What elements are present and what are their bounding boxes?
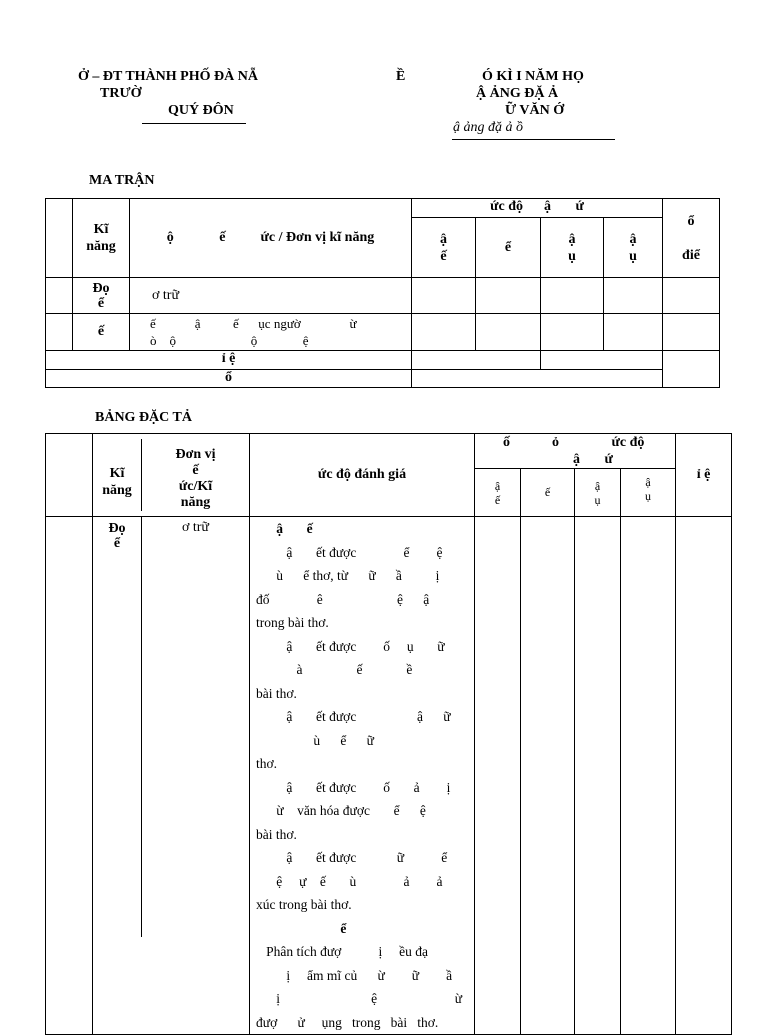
spec-description-line: ậ ết được ữ ể bbox=[256, 850, 448, 865]
spec-row-unit: ơ trữ bbox=[141, 517, 249, 937]
spec-row-l2 bbox=[521, 517, 575, 1035]
spec-row-l3 bbox=[575, 517, 621, 1035]
spec-head-skill: Kĩ năng bbox=[102, 466, 132, 498]
spec-head-eval: ức độ đánh giá bbox=[250, 434, 475, 517]
matrix-row2-total bbox=[663, 314, 720, 351]
spec-index-head bbox=[46, 434, 93, 517]
header-time-note: ậ ảng đặ ả ồ bbox=[453, 120, 523, 135]
matrix-row-total: ổ bbox=[46, 370, 412, 388]
matrix-row1-index bbox=[46, 278, 73, 314]
spec-description-line: ị ệ ừ bbox=[256, 991, 463, 1006]
matrix-row2-content-line1: ế ậ ế ục ngườ ừ bbox=[150, 316, 357, 331]
header-department: Ở – ĐT THÀNH PHỐ ĐÀ NẴ bbox=[78, 69, 258, 84]
matrix-head-total: ổ điể bbox=[663, 199, 720, 278]
matrix-row2-l2 bbox=[476, 314, 541, 351]
spec-level-2: ế bbox=[521, 469, 575, 517]
matrix-title: MA TRẬN bbox=[89, 173, 155, 188]
spec-head-levels: ố ỏ ức độ ậ ứ bbox=[475, 434, 676, 469]
header-school-line: TRƯỜ bbox=[100, 86, 142, 101]
spec-description-line: xúc trong bài thơ. bbox=[256, 897, 352, 912]
matrix-head-levels: ức độ ậ ứ bbox=[412, 199, 663, 218]
spec-description-line: ệ ự ế ù ả ả bbox=[256, 873, 443, 889]
matrix-row1-l3 bbox=[541, 278, 604, 314]
matrix-row1-total bbox=[663, 278, 720, 314]
matrix-total-cell bbox=[412, 370, 663, 388]
spec-level-4: ậ ụ bbox=[621, 469, 676, 517]
spec-title: BẢNG ĐẶC TẢ bbox=[95, 410, 192, 425]
spec-description-line: Phân tích đượ ị ều đạ bbox=[256, 944, 428, 959]
spec-description-line: ể bbox=[256, 920, 347, 936]
header-exam-subtitle: Ậ ẢNG ĐẶ Ả bbox=[476, 86, 559, 101]
spec-description-line: ậ ế bbox=[256, 521, 313, 536]
matrix-row2-content-line2: ò ộ ộ ệ bbox=[150, 333, 309, 348]
spec-row-index bbox=[46, 517, 93, 1035]
matrix-row2-skill: ế bbox=[73, 314, 130, 351]
header-left-underline bbox=[142, 123, 246, 124]
matrix-row2-content bbox=[130, 314, 412, 351]
spec-head-ratio: ỉ ệ bbox=[676, 434, 732, 517]
spec-description-line: ậ ết được ố ả ị bbox=[256, 779, 451, 795]
spec-head-skill-unit bbox=[93, 434, 250, 517]
spec-description-line: ù ể thơ, từ ữ ầ ị bbox=[256, 568, 440, 583]
matrix-level-3: ậ ụ bbox=[541, 218, 604, 278]
spec-row-skill: Đọ ể bbox=[108, 521, 126, 551]
matrix-index-head bbox=[46, 199, 73, 278]
spec-description-line: ậ ết được ố ụ ữ bbox=[256, 638, 445, 654]
matrix-head-skill: Kĩ năng bbox=[73, 199, 130, 278]
header-subject: Ữ VĂN Ớ bbox=[505, 103, 565, 118]
matrix-level-2: ể bbox=[476, 218, 541, 278]
matrix-row2-index bbox=[46, 314, 73, 351]
matrix-level-4: ậ ụ bbox=[604, 218, 663, 278]
matrix-table bbox=[45, 198, 720, 388]
matrix-row1-content: ơ trữ bbox=[130, 278, 412, 314]
matrix-ratio-total bbox=[663, 351, 720, 388]
matrix-row2-l1 bbox=[412, 314, 476, 351]
spec-description-line: ậ ết được ể ệ bbox=[256, 544, 443, 560]
matrix-ratio-a bbox=[412, 351, 541, 370]
matrix-row2-l3 bbox=[541, 314, 604, 351]
spec-description-line: bài thơ. bbox=[256, 685, 297, 701]
matrix-ratio-b bbox=[541, 351, 663, 370]
spec-row-l4 bbox=[621, 517, 676, 1035]
matrix-row2-l4 bbox=[604, 314, 663, 351]
spec-row-ratio bbox=[676, 517, 732, 1035]
matrix-row-ratio: ỉ ệ bbox=[46, 351, 412, 370]
matrix-row1-l4 bbox=[604, 278, 663, 314]
header-exam-title: Ó KÌ I NĂM HỌ bbox=[482, 69, 584, 84]
spec-description-line: ậ ết được ậ ữ bbox=[256, 709, 451, 724]
header-right-underline bbox=[452, 139, 615, 140]
matrix-row1-skill: Đọ ể bbox=[73, 278, 130, 314]
spec-description-line: ị ẩm mĩ củ ừ ữ ầ bbox=[256, 967, 453, 983]
spec-description-line: đượ ử ụng trong bài thơ. bbox=[256, 1014, 439, 1030]
spec-head-unit: Đơn vị ế ức/Kĩ năng bbox=[141, 439, 249, 511]
spec-description-line: trong bài thơ. bbox=[256, 615, 329, 630]
header-doc-mark: Ề bbox=[396, 69, 406, 84]
spec-description-line: à ế ề bbox=[256, 662, 413, 677]
spec-level-3: ậ ụ bbox=[575, 469, 621, 517]
spec-row-description bbox=[250, 517, 475, 1035]
spec-description-line: thơ. bbox=[256, 756, 278, 771]
spec-level-1: ậ ế bbox=[475, 469, 521, 517]
spec-description-line: bài thơ. bbox=[256, 826, 297, 842]
matrix-level-1: ậ ế bbox=[412, 218, 476, 278]
matrix-row1-l2 bbox=[476, 278, 541, 314]
spec-description-line: ù ể ữ bbox=[256, 732, 374, 748]
spec-row-l1 bbox=[475, 517, 521, 1035]
spec-table bbox=[45, 433, 732, 1035]
spec-description-line: ừ văn hóa được ể ệ bbox=[256, 803, 426, 818]
matrix-head-content: ộ ế ức / Đơn vị kĩ năng bbox=[130, 199, 412, 278]
spec-row-skill-unit bbox=[93, 517, 250, 1035]
spec-description-line: đố ê ệ ậ bbox=[256, 591, 430, 607]
matrix-row1-l1 bbox=[412, 278, 476, 314]
header-school-name: QUÝ ĐÔN bbox=[168, 103, 234, 118]
